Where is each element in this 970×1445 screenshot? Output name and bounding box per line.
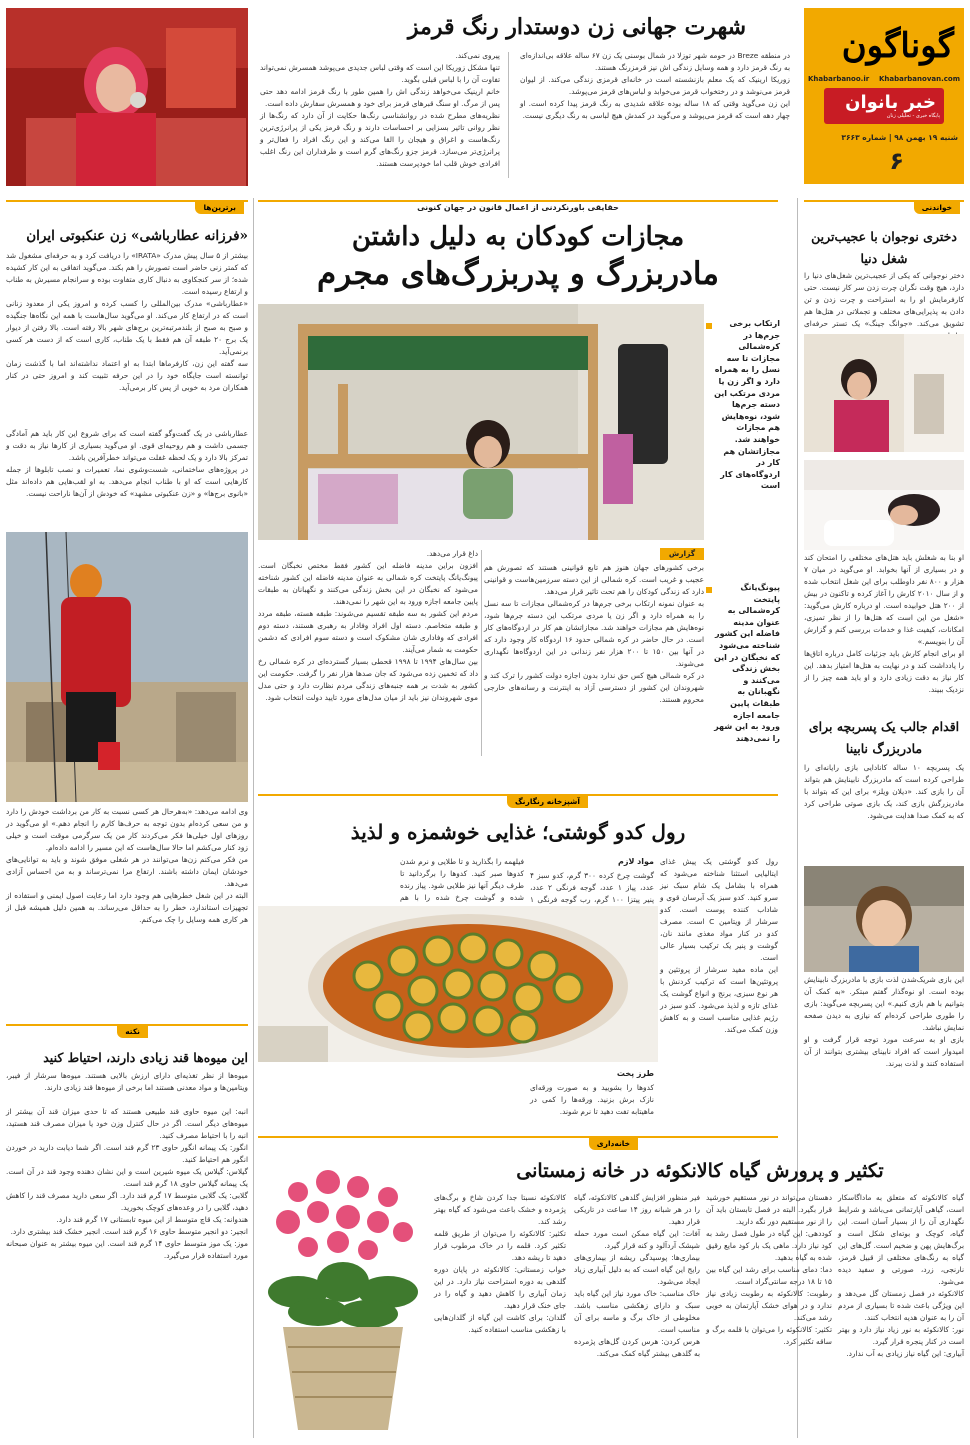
left-tag-bar: [6, 200, 248, 214]
url-right: Khabarbanovan.com: [878, 75, 960, 83]
plant-col1: گیاه کالانکوئه که متعلق به ماداگاسکار است، گیاهی آپارتمانی می‌باشد و شرایط نگهداری آن را از بسیار آسان است. این گیاه، کوچک و بوته‌ای شکل است و برگ‌هایش پهن و ضخیم است. گل‌های این گیاه به رنگ‌های مختلفی از قبیل قرمز، نارنجی، زرد، صورتی و سفید دیده می‌شود. کالانکوئه در فصل زمستان گل می‌دهد و این ویژگی باعث شده تا بسیاری از مردم آن را به عنوان هدیه انتخاب کنند. نور: کالانکوئه به نور زیاد نیاز دارد و بهتر است در کنار پنجره قرار گیرد. آبیاری: این گیاه نیاز زیادی به آب ندارد.: [838, 1193, 964, 1358]
recipe-title: رول کدو گوشتی؛ غذایی خوشمزه و لذیذ: [350, 820, 686, 844]
top-article-body-right: در منطقه Breze در حومه شهر توزلا در شمال بوسنی یک زن ۶۷ ساله علاقه بی‌اندازه‌ای به رنگ قرمز دارد و همه وسایل زندگی اش نیز قرمزرنگ هستند. زوریکا ارینیک که یک معلم بازنشسته است در خانه‌ای قرمزی زندگی می‌کند. از لیوان قرمز می‌نوشد و در رختخواب قرمز می‌خوابد و لباس‌های قرمز می‌پوشد. این زن می‌گوید وقتی که ۱۸ ساله بوده علاقه شدیدی به رنگ قرمز پیدا کرده است. او چهار دهه است که قرمز می‌پوشد و می‌گوید در کمدش هیچ لباسی به رنگ دیگری نیست.: [520, 51, 790, 120]
nokte-item: گلابی: یک گلابی متوسط ۱۷ گرم قند دارد. اگر سعی دارید مصرف قند را کاهش دهید، گلابی را در وعده‌های کوچک بخورید.: [6, 1190, 248, 1212]
kalanchoe-photo: [258, 1162, 428, 1440]
recipe-extra: [258, 1068, 522, 1118]
plant-col2: دهستان می‌تواند در نور مستقیم خورشید قرار بگیرد. البته در فصل تابستان باید آن را از نور مستقیم دور نگه دارید. کوددهی: این گیاه در طول فصل رشد به کود نیاز دارد. ماهی یک بار کود مایع رقیق شده به گیاه بدهید. دما: دمای مناسب برای رشد این گیاه بین ۱۵ تا ۱۸ درجه سانتی‌گراد است. رطوبت: کالانکوئه به رطوبت زیادی نیاز ندارد و در هوای خشک آپارتمان به خوبی رشد می‌کند. تکثیر: کالانکوئه را می‌توان با قلمه برگ و ساقه تکثیر کرد.: [706, 1193, 832, 1346]
nokte-intro: میوه‌ها از نظر تغذیه‌ای دارای ارزش بالایی هستند. میوه‌ها سرشار از فیبر، ویتامین‌ها و مواد معدنی هستند اما برخی از میوه‌ها قند زیادی دارند.: [6, 1071, 248, 1092]
nokte-title: این میوه‌ها قند زیادی دارند، احتیاط کنید: [43, 1050, 248, 1065]
teen-tag-bar: [804, 200, 964, 214]
ingredients: گوشت چرخ کرده ۳۰۰ گرم، کدو سبز ۴ عدد، پیاز ۱ عدد، گوجه فرنگی ۲ عدد، پنیر پیتزا ۱۰۰ گرم، رب گوجه فرنگی ۱: [530, 871, 655, 904]
caption-2: پیونگ‌یانگ پایتخت کره‌شمالی به عنوان مدینه فاضله این کشور شناخته می‌شود که نخبگان در این بخش زندگی می‌کنند و نگهبانان به طبقات پایین جامعه اجازه ورود به این شهر را نمی‌دهند: [713, 583, 780, 743]
main-headline-1: مجازات کودکان به دلیل داشتن: [351, 222, 685, 252]
woman-in-red-photo: [6, 8, 248, 186]
section-title: گوناگون: [841, 26, 954, 66]
bunk-bed-girl-photo: [258, 304, 704, 540]
url-left: Khabarbanoo.ir: [808, 75, 870, 83]
plant-tag-bar: [258, 1136, 778, 1150]
nokte-item: انبه: این میوه حاوی قند طبیعی هستند که تا حدی میزان قند آن بیشتر از میوه‌های دیگر است. اگر در حال کنترل وزن خود یا میزان مصرف قند هستید، انبه را با احتیاط مصرف کنید.: [6, 1107, 248, 1140]
issue-info: شنبه ۱۹ بهمن ۹۸ | شماره ۳۶۶۳: [841, 133, 958, 142]
ingredients-title: مواد لازم: [617, 857, 654, 866]
nokte-item: انجیر: دو انجیر متوسط حاوی ۱۶ گرم قند است. انجیر خشک قند بیشتری دارد.: [10, 1226, 248, 1236]
recipe-tip: کدوها را بشویید و به صورت ورقه‌ای نازک برش بزنید. ورقه‌ها را کمی در ماهیتابه تفت دهید تا نرم شوند.: [530, 1083, 654, 1116]
top-article-title: شهرت جهانی زن دوستدار رنگ قرمز: [407, 14, 747, 40]
spider-woman-photo: [6, 532, 248, 802]
plant-col4: کالانکوئه نسبتا جدا کردن شاخ و برگ‌های پژمرده و خشک باعث می‌شود که گیاه بهتر رشد کند. تکثیر: کالانکوئه را می‌توان از طریق قلمه تکثیر کرد. قلمه را در خاک مرطوب قرار دهید تا ریشه دهد. خواب زمستانی: کالانکوئه در پایان دوره گلدهی به دوره استراحت نیاز دارد. در این زمان آبیاری را کاهش دهید و گیاه را در جای خنک قرار دهید. گلدان: برای کاشت این گیاه از گلدان‌هایی با زهکشی مناسب استفاده کنید.: [434, 1193, 566, 1334]
tip-title: طرز پخت: [616, 1069, 654, 1078]
nokte-tag: نکته: [117, 1025, 148, 1038]
nokte-list: [6, 1106, 248, 1441]
nokte-item: موز: یک موز متوسط حاوی ۱۴ گرم قند است. این میوه بیشتر به عنوان صبحانه مورد استفاده قرار می‌گیرد.: [6, 1238, 248, 1260]
top-article-body-left: پیروی نمی‌کند. تنها مشکل زوریکا این است که وقتی لباس جدیدی می‌پوشد همسرش نمی‌تواند تفاوت آن را با لباس قبلی بگوید. خانم ارینیک می‌خواهد زندگی اش را همین طور با رنگ قرمز ادامه دهد حتی پس از مرگ. او سنگ قبرهای قرمز برای خود و همسرش سفارش داده است. نظریه‌های مطرح شده در روانشناسی رنگ‌ها حکایت از آن دارد که رنگ‌ها از نظر روانی تاثیر بسزایی بر احساسات دارند و رنگ قرمز یکی از پرانرژی‌ترین رنگ‌هاست و اغراق و هیجان را القا می‌کند و این رنگ افراد را فعال‌تر و پرانرژی‌تر می‌سازد. قرمز جزو رنگ‌های گرم است و طرفداران این رنگ اغلب افرادی خوش قلب اما خودپرست هستند.: [260, 51, 500, 168]
nokte-item: هندوانه: یک قاچ متوسط از این میوه تابستانی ۱۷ گرم قند دارد.: [56, 1214, 248, 1224]
caption-1: ارتکاب برخی جرم‌ها در کره‌شمالی مجازات تا سه نسل را به همراه دارد و اگر زن یا مردی مرتکب این دسته جرم‌ها شود، نوه‌هایش هم مجازات خواهند شد. مجازاتشان هم کار در اردوگاه‌های کار است: [714, 319, 780, 491]
recipe-method-cont: [258, 856, 394, 896]
left-tag: برترین‌ها: [195, 201, 244, 214]
masthead: [804, 8, 964, 184]
teen-body1: دختر نوجوانی که یکی از عجیب‌ترین شغل‌های دنیا را دارد، هیچ وقت نگران چرت زدن سر کار نیست. حتی کارفرمایش او را به استراحت و چرت زدن و تن دادن به پذیرایی‌های مختلف و تجملاتی در هتل‌ها هم تشویق می‌کند. «جوانگ جینگ» یک تستر حرفه‌ای: [804, 271, 964, 328]
spider-woman-title: «فرزانه عطارباشی» زن عنکبوتی ایران: [26, 228, 248, 244]
spider-woman-body1: بیشتر از ۵ سال پیش مدرک «IRATA» را دریافت کرد و به حرفه‌ای مشغول شد که کمتر زنی حاضر است تصورش را هم بکند. می‌گوید اتفاقی به این کار کشیده شده؛ از سر کنجکاوی به دنبال کاری متفاوت بوده و سرانجام مسیرش به طناب و ارتفاع رسیده است. «عطارباشی» مدرک بین‌المللی را کسب کرده و امروز یکی از معدود زنانی است که در ارتفاع کار می‌کند. او می‌گوید سال‌هاست با همه این نگاه‌ها جنگیده و صبح به صبح از بلندمرتبه‌ترین برج‌های شهر بالا رفته است. بالا رفتن از دیوار یک برج ۲۰ طبقه آن هم فقط با یک طناب، کاری است که از دست هر کسی برنمی‌آید. سه گفته این زن، کارفرماها ابتدا به او اعتماد نداشته‌اند اما با گذشت زمان توانسته است جایگاه خود را در این حرفه تثبیت کند و امروز حتی در کنار همکاران مرد به خوبی از پس کار برمی‌آید.: [6, 251, 249, 392]
report-tag: گزارش: [660, 548, 704, 560]
main-kicker: حقایقی باورنکردنی از اعمال قانون در جهان کنونی: [258, 200, 778, 214]
boy-title: اقدام جالب یک پسربچه برای مادربزرگ نابینا: [808, 719, 960, 756]
logo: [824, 88, 944, 124]
spider-woman-body2: عطارباشی در یک گفت‌وگو گفته است که برای شروع این کار باید هم آمادگی جسمی داشت و هم روحیه‌ای قوی. او می‌گوید بسیاری از کارها نیاز به دقت و تمرکز بالا دارد و یک لحظه غفلت می‌تواند خطرآفرین باشد. در پروژه‌های ساختمانی، شست‌وشوی نما، تعمیرات و نصب تابلوها از جمله کارهایی است که او با طناب انجام می‌دهد. به او لقب‌هایی هم داده‌اند مثل «بانوی برج‌ها» و «زن عنکبوتی مشهد» که خودش از آن‌ها ناراحت نیست.: [6, 429, 248, 498]
recipe-intro: رول کدو گوشتی یک پیش غذای ایتالیایی استثنا شناخته می‌شود که همراه با بشامل یک شام سبک نیز سرو کنید. کدو سبز یک آبرسان قوی و شاداب کننده پوست است. کدو سرشار از ویتامین C است. مصرف کدو در کنار مواد مغذی مانند نان، گوشت و پنیر یک ترکیب بسیار عالی است. این ماده مفید سرشار از پروتئین و پروتئین‌ها است که ترکیب کردنش با هر نوع سبزی، برنج و انواع گوشت یک غذای تازه و لذیذ می‌شود. کدو سبز در رژیم غذایی مناسب است و به کاهش وزن کمک می‌کند.: [660, 857, 778, 1034]
recipe-tag-bar: [258, 794, 778, 808]
boy-body1: یک پسربچه ۱۰ ساله کانادایی بازی رایانه‌ای را طراحی کرده است که مادربزرگ نابینایش هم بتواند آن را بازی کند. «دیلان ویلز» برای این که بتواند با مادربزرگش بازی کند، یک بازی صوتی طراحی کرد که به کمک صدا هدایت می‌شود.: [804, 763, 964, 820]
hotel-tester-photo-2: [804, 460, 964, 550]
plant-tag: خانه‌داری: [589, 1137, 638, 1150]
recipe-tag: آشپزخانه رنگارنگ: [507, 795, 588, 808]
logo-text: خبر بانوان: [845, 92, 936, 113]
logo-tagline: پایگاه خبری - تحلیلی زنان: [886, 113, 940, 119]
main-body-left: داغ قرار می‌دهد. افزون براین مدینه فاضله این کشور فقط مختص نخبگان است. پیونگ‌یانگ پایتخت کره شمالی به عنوان مدینه فاضله این کشور شناخته می‌شود که نخبگان در این بخش زندگی می‌کنند و نگهبانان به طبقات پایین جامعه اجازه ورود به این شهر را نمی‌دهند. مردم این کشور به سه طبقه تقسیم می‌شوند: طبقه هسته، طبقه مردد و طبقه متخاصم. دسته اول افراد وفادار به رهبری هستند، دسته دوم افرادی که وفاداری شان مشکوک است و دسته سوم افرادی که دشمن حکومت به شمار می‌آیند. بین سال‌های ۱۹۹۴ تا ۱۹۹۸ قحطی بسیار گسترده‌ای در کره شمالی رخ داد که تخمین زده می‌شود که جان صدها هزار نفر را گرفت. حکومت این کشور به شدت بر همه جنبه‌های زندگی مردم نظارت دارد و حتی مدل موی شهروندان نیز باید از میان مدل‌های مورد تایید دولت انتخاب شود.: [258, 549, 478, 702]
teen-body2: او بنا به شغلش باید هتل‌های مختلفی را امتحان کند و در بسیاری از آنها بخوابد. او می‌گوید در میان ۷ هزار و ۸۰۰ نفر داوطلب برای این شغل انتخاب شده و از سال ۲۰۱۰ کارش را آغاز کرده و تاکنون در بیش از ۲۰۰ هتل خوابیده است. او درباره کارش می‌گوید: «شغل من این است که هتل‌ها را از نظر تمیزی، امکانات، کیفیت غذا و خدمات بررسی کنم و گزارش آن را بنویسم.» او برای انجام کارش باید جزئیات کامل درباره اتاق‌ها را یادداشت کند و در نهایت به هتل‌ها امتیاز بدهد. این کار نیاز به دقت زیادی دارد و او باید همه چیز را از نزدیک ببیند.: [804, 553, 964, 694]
hotel-tester-photo-1: [804, 334, 964, 452]
plant-title: تکثیر و پرورش گیاه کالانکوئه در خانه زمستانی: [516, 1160, 884, 1182]
page-number: ۶: [889, 147, 904, 175]
main-body-right: برخی کشورهای جهان هنوز هم تابع قوانینی هستند که تصورش هم عجیب و غریب است. کره شمالی از این دسته سرزمین‌هاست و قوانینی دارد که زندگی کودکان را هم تحت تاثیر قرار می‌دهد. به عنوان نمونه ارتکاب برخی جرم‌ها در کره‌شمالی مجازات تا سه نسل را به همراه دارد و اگر زن یا مردی مرتکب این دسته جرم‌ها شود، نوه‌هایش هم مجازات خواهند شد. مجازاتشان هم کار در اردوگاه‌های کار است. در حال حاضر در کره شمالی حدود ۱۶ اردوگاه کار وجود دارد که در آنها بین ۱۵۰ تا ۲۰۰ هزار نفر زندانی در این اردوگاه‌ها نگهداری می‌شوند. در کره شمالی هیچ کس حق ندارد بدون اجازه دولت کشور را ترک کند و شهروندان این کشور از دسترسی آزاد به اینترنت و رسانه‌های خارجی محروم هستند.: [484, 563, 704, 704]
boy-photo: [804, 866, 964, 972]
teen-title: دختری نوجوان با عجیب‌ترین شغل دنیا: [811, 229, 957, 266]
zucchini-rolls-photo: [258, 906, 658, 1062]
nokte-item: گیلاس: گیلاس یک میوه شیرین است و این نشان دهنده وجود قند در آن است. یک پیمانه گیلاس حاوی ۱۸ گرم قند است.: [6, 1166, 248, 1188]
recipe-method: فیلهمه را بگذارید و تا طلایی و نرم شدن کدوها صبر کنید. کدوها را برگردانید تا طرف دیگر آنها نیز طلایی شود. پیاز رنده شده و گوشت چرخ شده را با هم: [400, 857, 524, 902]
main-headline-2: مادربزرگ و پدربزرگ‌های مجرم: [317, 256, 719, 292]
teen-tag: خواندنی: [914, 201, 960, 214]
spider-woman-body3: وی ادامه می‌دهد: «به‌هرحال هر کسی نسبت به کار من برداشت خودش را دارد و من سعی کرده‌ام بدون توجه به حرف‌ها کارم را انجام دهم.» او می‌گوید در روزهای اول خیلی‌ها فکر می‌کردند کار من یک سرگرمی موقت است و خیلی زود کنار می‌کشم اما حالا سال‌هاست که این مسیر را ادامه داده‌ام. من فکر می‌کنم زن‌ها می‌توانند در هر شغلی موفق شوند و باید به توانایی‌های خودشان ایمان داشته باشند. ارتفاع مرا نمی‌ترساند و به من احساس آزادی می‌دهد. البته در این شغل خطرهایی هم وجود دارد اما رعایت اصول ایمنی و استفاده از تجهیزات استاندارد، خطر را به حداقل می‌رساند. به همین دلیل همیشه قبل از هر کاری همه وسایل را چک می‌کنم.: [6, 807, 248, 924]
plant-col3: فیر منظور افزایش گلدهی کالانکوئه، گیاه را در هر شبانه روز ۱۴ ساعت در تاریکی قرار دهید. آفات: این گیاه ممکن است مورد حمله شپشک آردآلود و کنه قرار گیرد. بیماری‌ها: پوسیدگی ریشه از بیماری‌های رایج این گیاه است که به دلیل آبیاری زیاد ایجاد می‌شود. خاک مناسب: خاک مورد نیاز این گیاه باید سبک و دارای زهکشی مناسب باشد. مخلوطی از خاک برگ و ماسه برای آن مناسب است. هرس کردن: هرس کردن گل‌های پژمرده به گلدهی بیشتر گیاه کمک می‌کند.: [574, 1193, 701, 1358]
nokte-tag-bar: [6, 1024, 248, 1038]
nokte-item: انگور: یک پیمانه انگور حاوی ۲۳ گرم قند است. اگر شما دیابت دارید در خوردن انگور هم احتیاط کنید.: [6, 1142, 248, 1164]
boy-body2: این بازی شریک‌شدن لذت بازی با مادربزرگ نابینایش بوده است. او نوه‌گذار گفتم مبتکر. «به کمک آن بتوانیم با هم بازی کنیم.» این پسربچه می‌گوید: بازی را طوری طراحی کرده‌ام که نیازی به دیدن صفحه نمایش نباشد. بازی او به سرعت مورد توجه قرار گرفت و او امیدوار است که افراد نابینای بیشتری بتوانند از آن استفاده کنند و لذت ببرند.: [804, 975, 964, 1068]
